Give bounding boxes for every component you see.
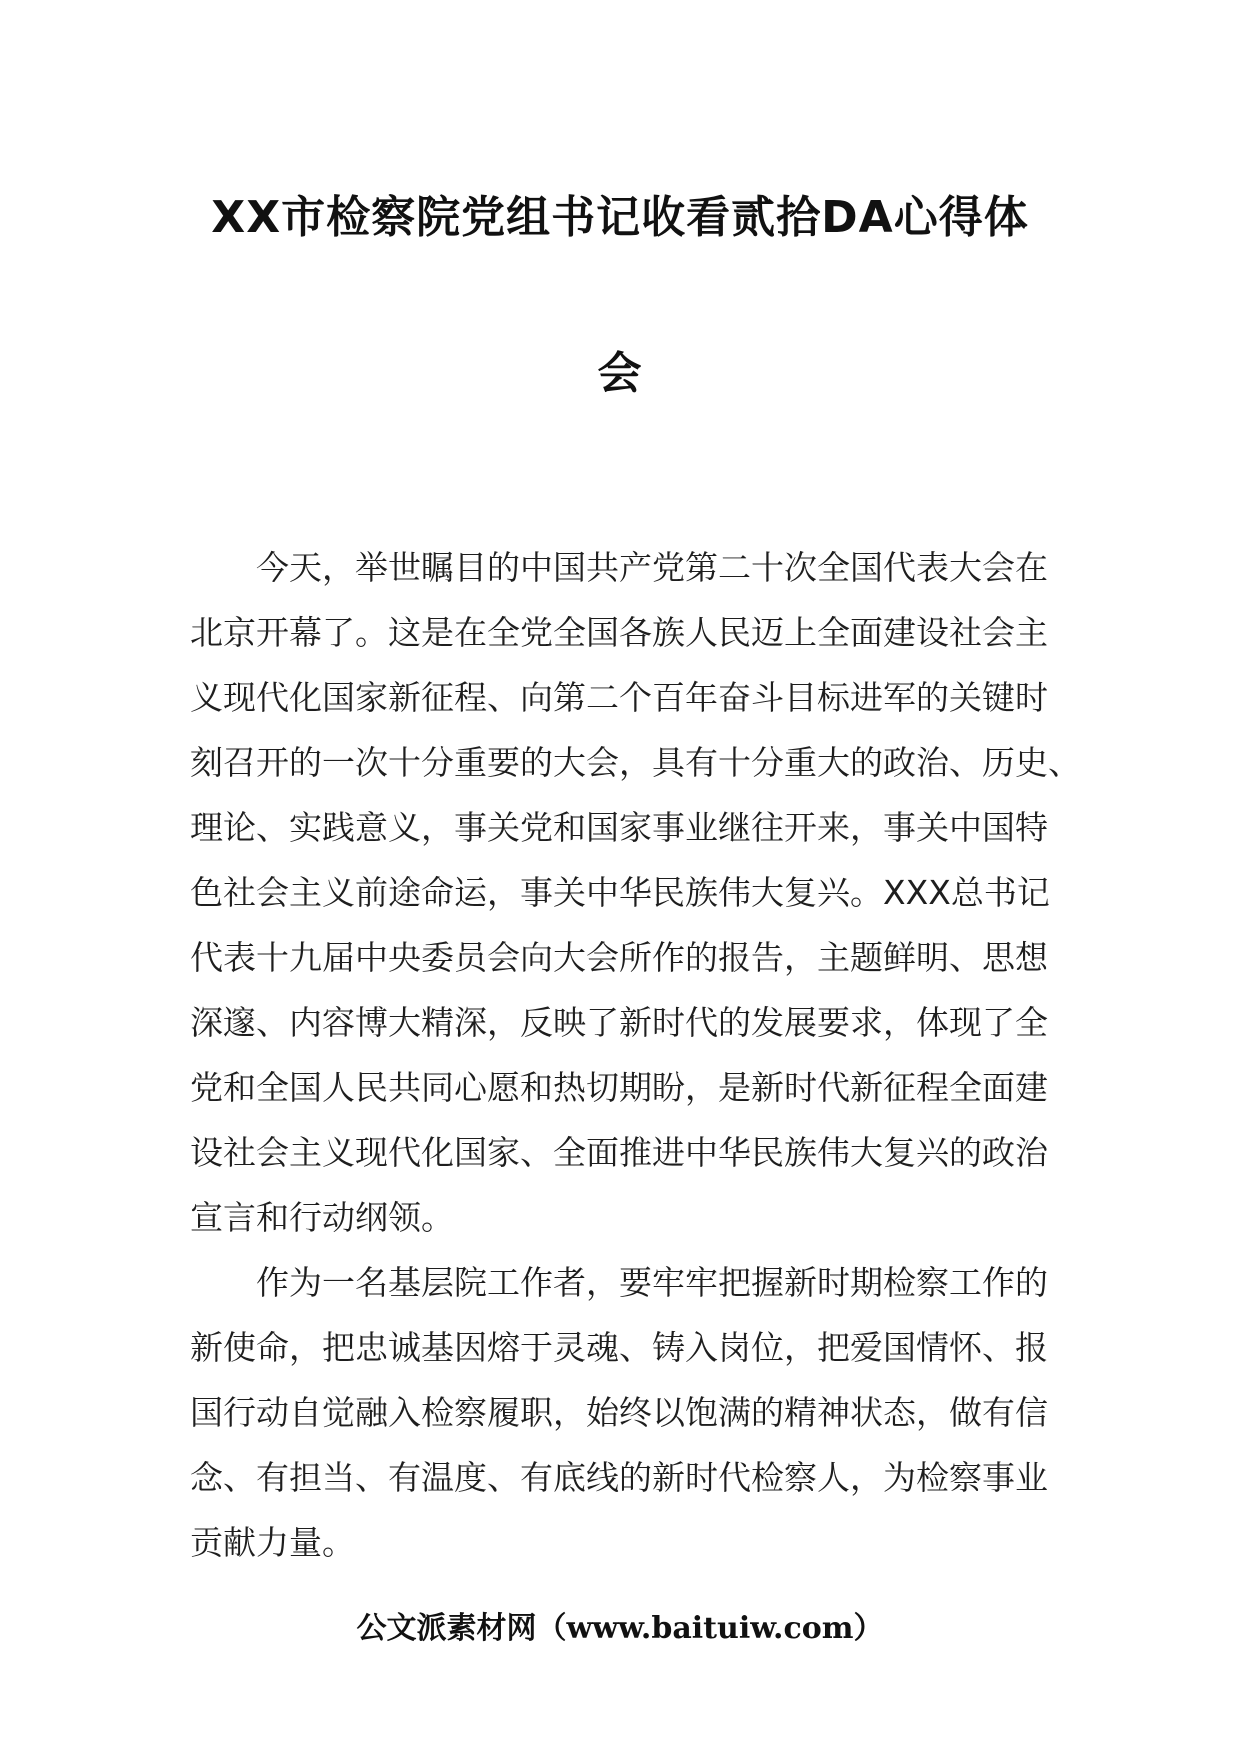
title-line-2: 会 bbox=[597, 348, 643, 399]
paragraph-line: 理论、实践意义，事关党和国家事业继往开来，事关中国特 bbox=[190, 808, 1048, 847]
paragraph-line: 念、有担当、有温度、有底线的新时代检察人，为检察事业 bbox=[190, 1458, 1048, 1497]
paragraph-line: 北京开幕了。这是在全党全国各族人民迈上全面建设社会主 bbox=[190, 613, 1048, 652]
paragraph-line: 色社会主义前途命运，事关中华民族伟大复兴。XXX总书记 bbox=[190, 873, 1050, 912]
paragraph-line: 刻召开的一次十分重要的大会，具有十分重大的政治、历史、 bbox=[190, 743, 1081, 782]
paragraph-line: 今天，举世瞩目的中国共产党第二十次全国代表大会在 bbox=[256, 548, 1048, 587]
paragraph-line: 义现代化国家新征程、向第二个百年奋斗目标进军的关键时 bbox=[190, 678, 1048, 717]
paragraph-line: 新使命，把忠诚基因熔于灵魂、铸入岗位，把爱国情怀、报 bbox=[190, 1328, 1048, 1367]
document-title bbox=[190, 192, 1050, 399]
document-body bbox=[190, 535, 1081, 1575]
paragraph-line: 作为一名基层院工作者，要牢牢把握新时期检察工作的 bbox=[256, 1263, 1048, 1302]
paragraph-line: 党和全国人民共同心愿和热切期盼，是新时代新征程全面建 bbox=[190, 1068, 1048, 1107]
paragraph-2 bbox=[190, 1250, 1065, 1575]
paragraph-line: 深邃、内容博大精深，反映了新时代的发展要求，体现了全 bbox=[190, 1003, 1048, 1042]
paragraph-line: 代表十九届中央委员会向大会所作的报告，主题鲜明、思想 bbox=[190, 938, 1048, 977]
paragraph-line: 设社会主义现代化国家、全面推进中华民族伟大复兴的政治 bbox=[190, 1133, 1048, 1172]
paragraph-1 bbox=[190, 535, 1081, 1250]
paragraph-line: 贡献力量。 bbox=[190, 1523, 355, 1562]
footer-source: 公文派素材网（www.baituiw.com） bbox=[356, 1611, 884, 1646]
paragraph-line: 宣言和行动纲领。 bbox=[190, 1198, 454, 1237]
title-line-1: XX市检察院党组书记收看贰拾DA心得体 bbox=[211, 192, 1029, 243]
paragraph-line: 国行动自觉融入检察履职，始终以饱满的精神状态，做有信 bbox=[190, 1393, 1048, 1432]
